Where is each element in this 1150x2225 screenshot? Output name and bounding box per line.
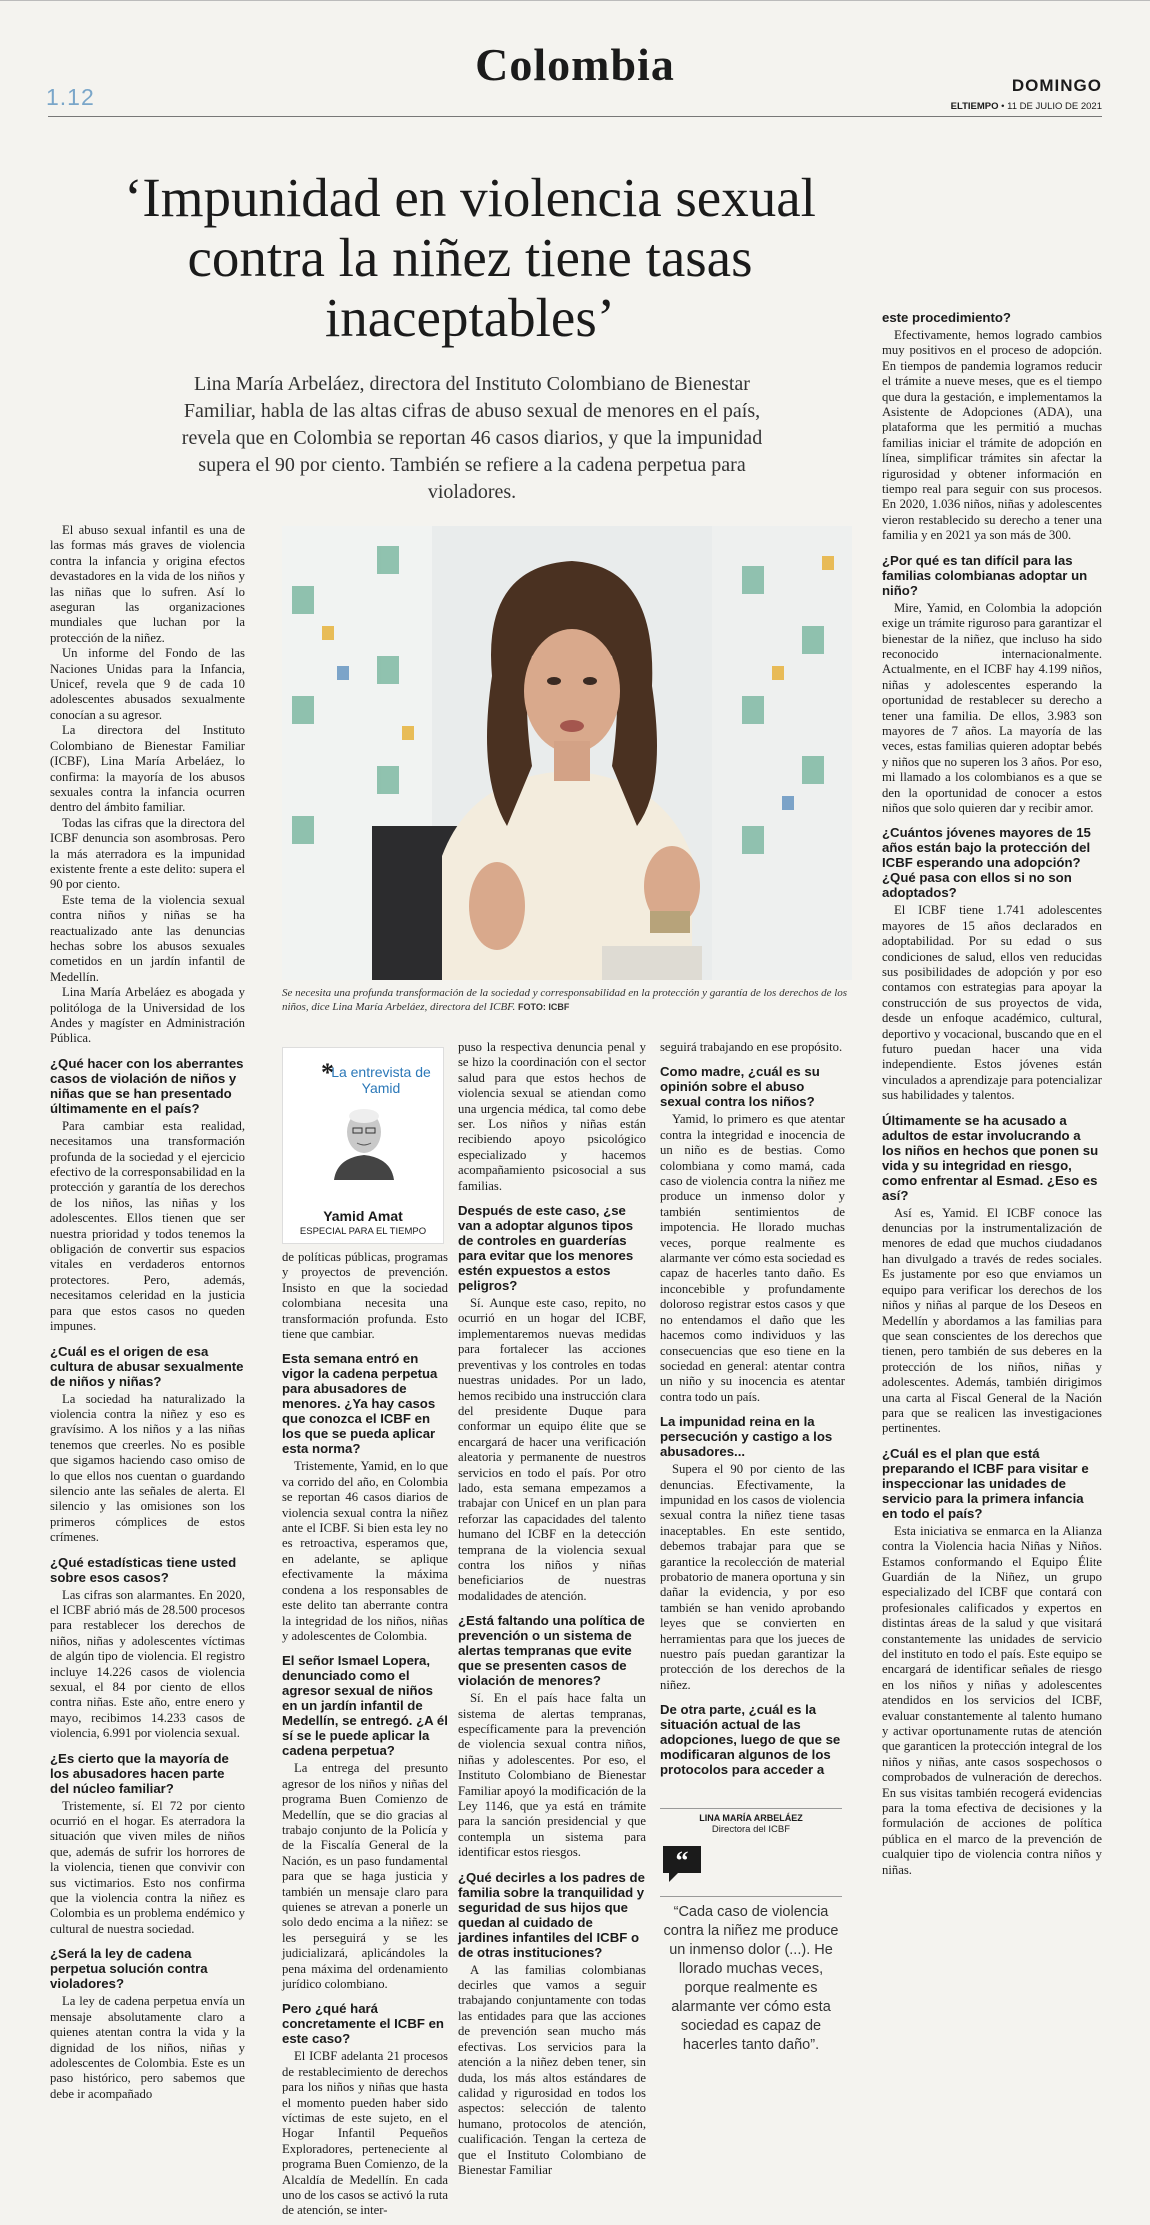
column-4 [660, 1040, 845, 1780]
answer-continued: seguirá trabajando en ese propósito. [660, 1040, 843, 1054]
quote-role: Directora del ICBF [711, 1824, 791, 1835]
question: ¿Está faltando una política de prevención o un sistema de alertas tempranas que evite que se presenten casos de violación de menores? [458, 1613, 645, 1689]
columnist-role: ESPECIAL PARA EL TIEMPO [299, 1226, 427, 1237]
question: ¿Cuántos jóvenes mayores de 15 años están bajo la protección del ICBF esperando una adopción? ¿Qué pasa con ellos si no son adoptados? [882, 825, 1091, 901]
dateline [951, 101, 1102, 112]
section-title: Colombia [475, 39, 675, 90]
answer: Sí. En el país hace falta un sistema de alertas tempranas, específicamente para la prevención de violencia sexual contra niños, niñas y adolescentes. Por eso, el Instituto Colombiano de Bienestar Familiar apoyó la modificación de la Ley 1146, que ya está en trámite para la sanción presidencial y que contempla un sistema para identificar estos riesgos. [458, 1691, 646, 1860]
question: Como madre, ¿cuál es su opinión sobre el abuso sexual contra los niños? [660, 1064, 820, 1110]
paragraph: Este tema de la violencia sexual contra niños y niñas se ha reactualizado ante las denuncias hechas sobre los abusos sexuales cometidos en un jardín infantil de Medellín. [50, 892, 245, 984]
deck: Lina María Arbeláez, directora del Instituto Colombiano de Bienestar Familiar, habla de las altas cifras de abuso sexual de menores en el país, revela que en Colombia se reportan 46 casos diarios, y que la impunidad supera el 90 por ciento. También se refiere a la cadena perpetua para violadores. [181, 373, 763, 503]
photo-credit: FOTO: ICBF [517, 1002, 570, 1012]
question: Últimamente se ha acusado a adultos de estar involucrando a los niños en hechos que ponen su vida y su integridad en riesgo, como enfrentar al Esmad. ¿Eso es así? [882, 1112, 1099, 1203]
answer: Yamid, lo primero es que atentar contra la integridad e inocencia de un niño es de bestias. Como colombiana y como mamá, cada caso de violencia contra la niñez me produce un inmenso dolor y también sentimientos de impotencia. He llorado muchas veces, porque realmente es alarmante ver cómo esta sociedad es capaz de hacerles tanto daño. Es inconcebible y profundamente doloroso registrar estos casos y que no entendamos el daño que les hacemos como individuos y las consecuencias que eso tiene en la sociedad en general: atentar contra un niño y su inocencia es atentar contra todo un país. [660, 1112, 845, 1404]
svg-text:“: “ [675, 1846, 689, 1875]
answer: La ley de cadena perpetua envía un mensaje absolutamente claro a quienes atentan contra la vida y la dignidad de los niños, niñas y adolescentes de Colombia. Este es un paso histórico, pero sabemos que debe ir acompañado [50, 1994, 245, 2101]
paragraph: Todas las cifras que la directora del ICBF denuncia son asombrosas. Pero la más aterradora es la impunidad existente frente a este delito: supera el 90 por ciento. [50, 815, 245, 892]
column-3 [458, 1040, 646, 2178]
columnist-portrait [329, 1100, 399, 1180]
answer: Mire, Yamid, en Colombia la adopción exige un trámite riguroso para garantizar el bienestar de la niñez, que incluso ha sido reconocido internacionalmente. Actualmente, en el ICBF hay 4.199 niños, niñas y adolescentes esperando la oportunidad de restablecer su derecho a tener una familia. De ellos, 3.983 son mayores de 7 años. La mayoría de las veces, estas familias quieren adoptar bebés y niños que no superen los 3 años. Por eso, mi llamado a los colombianos es a que se den la oportunidad de conocer a estos niños que solo quieren dar y recibir amor. [882, 600, 1102, 815]
quote-mark-icon [660, 1843, 704, 1885]
date-label: • 11 DE JULIO DE 2021 [1001, 101, 1102, 112]
answer: Tristemente, sí. El 72 por ciento ocurrió en el hogar. Es aterradora la situación que viven miles de niños que, además de sufrir los horrores de la violencia, tienen que convivir con sus victimarios. Esto nos confirma que la violencia contra la niñez es Colombia es un problema endémico y cultural de nuestra sociedad. [50, 1798, 245, 1936]
quote-name: LINA MARÍA ARBELÁEZ [660, 1808, 842, 1823]
question: ¿Es cierto que la mayoría de los abusadores hacen parte del núcleo familiar? [50, 1750, 229, 1796]
answer: Las cifras son alarmantes. En 2020, el ICBF abrió más de 28.500 procesos para restablecer los derechos de niños, niñas y adolescentes víctimas de algún tipo de violencia. El registro incluye 14.226 casos de violencia sexual, el 84 por ciento de ellos contra niñas. Este año, entre enero y mayo, recibimos 14.233 casos de violencia, 6.991 por violencia sexual. [50, 1587, 245, 1741]
columnist-box-title: La entrevista de Yamid [331, 1064, 431, 1096]
pull-quote-box [660, 1808, 842, 2148]
answer: El ICBF tiene 1.741 adolescentes mayores de 15 años declarados en adoptabilidad. Por su edad o sus condiciones de salud, ellos ven reducidas sus posibilidades de adopción y por eso contamos con estrategias para apoyar la construcción de sus proyectos de vida, desde un enfoque académico, cultural, deportivo y vocacional, buscando que en el futuro puedan hacer una vida independiente. Estos jóvenes están vinculados a aprendizaje para potencializar sus habilidades y talentos. [882, 903, 1102, 1103]
star-icon: * [321, 1058, 334, 1087]
answer-continued: puso la respectiva denuncia penal y se hizo la coordinación con el sector salud para que estos hechos de violencia sexual se atiendan como una urgencia médica, tal como debe ser. Los niños y niñas están recibiendo apoyo psicológico especializado y hacemos acompañamiento psicosocial a sus familias. [458, 1040, 646, 1193]
page-number: 1.12 [46, 84, 95, 110]
question-continued: este procedimiento? [882, 310, 1011, 325]
question: Esta semana entró en vigor la cadena perpetua para abusadores de menores. ¿Ya hay casos que conozca el ICBF en los que se pueda aplicar esta norma? [282, 1351, 438, 1457]
question: Después de este caso, ¿se van a adoptar algunos tipos de controles en guarderías para evitar que los menores estén expuestos a estos peligros? [458, 1203, 634, 1294]
paragraph: Lina María Arbeláez es abogada y politóloga de la Universidad de los Andes y magíster en Administración Pública. [50, 985, 245, 1046]
header-rule [48, 116, 1102, 117]
answer: El ICBF adelanta 21 procesos de restablecimiento de derechos para los niños y niñas que hasta el momento pueden haber sido víctimas de este sujeto, en el Hogar Infantil Pequeños Exploradores, perteneciente al programa Buen Comienzo, de la Alcaldía de Medellín. En cada uno de los casos se activó la ruta de atención, se inter- [282, 2049, 448, 2218]
answer: Así es, Yamid. El ICBF conoce las denuncias por la instrumentalización de menores de edad que muchos ciudadanos han divulgado a través de redes sociales. Es justamente por eso que enviamos un equipo para verificar los derechos de los niños y niñas al parque de los Deseos en Medellín y abordamos a las familias para que sean conscientes de los derechos que tienen, pero también de sus deberes en la protección de los niños, niñas y adolescentes. Además, también dirigimos una carta al Fiscal General de la Nación para que se realicen las investigaciones pertinentes. [882, 1205, 1102, 1436]
question: ¿Qué hacer con los aberrantes casos de violación de niños y niñas que se han presentado últimamente en el país? [50, 1055, 244, 1116]
paragraph: Un informe del Fondo de las Naciones Unidas para la Infancia, Unicef, revela que 9 de cada 10 adolescentes abusados sexualmente conocían a su agresor. [50, 646, 245, 722]
headline: ‘Impunidad en violencia sexual contra la niñez tiene tasas inaceptables’ [124, 167, 816, 348]
day-label: DOMINGO [1011, 76, 1102, 95]
answer: Sí. Aunque este caso, repito, no ocurrió en un hogar del ICBF, implementaremos nuevas medidas para fortalecer las acciones preventivas y los controles en todas nuestras unidades. Por un lado, hemos recibido una instrucción clara del presidente Duque para conformar un equipo élite que se encargará de hacer una verificación aleatoria y permanente de nuestros servicios en todo el país. Por otro lado, esta semana empezamos a trabajar con Unicef en un plan para reforzar las capacidades del talento humano del ICBF en la detección temprana de la violencia sexual contra los niños y niñas beneficiarios de nuestras modalidades de atención. [458, 1296, 646, 1603]
answer: Esta iniciativa se enmarca en la Alianza contra la Violencia hacia Niñas y Niños. Estamos conformando el Equipo Élite Guardián de la Niñez, un grupo especializado del ICBF que contará con profesionales calificados y expertos en distintas áreas de la salud y que visitará constantemente las unidades de servicio del instituto en todo el país. Este equipo se encargará de identificar señales de riesgo en los niños y niñas y adolescentes atendidos en los servicios del ICBF, evaluar constantemente al talento humano y activar oportunamente rutas de atención que garanticen la protección integral de los niños y niñas, ante casos sospechosos o comprobados de vulneración de derechos. En sus visitas también recogerá evidencias para la toma efectiva de decisiones y la formulación de acciones de política pública en el marco de la prevención de cualquier tipo de violencia contra niños y niñas. [882, 1523, 1102, 1877]
paragraph: La directora del Instituto Colombiano de Bienestar Familiar (ICBF), Lina María Arbeláez, lo confirma: la mayoría de los abusos sexuales contra la infancia ocurren dentro del ámbito familiar. [50, 723, 245, 815]
answer: Tristemente, Yamid, en lo que va corrido del año, en Colombia se reportan 46 casos diarios de violencia sexual contra la niñez ante el ICBF. Si bien esta ley no es retroactiva, esperamos que, en adelante, se aplique efectivamente la máxima condena a los responsables de este delito tan aberrante contra la integridad de los niños, niñas y adolescentes de Colombia. [282, 1459, 448, 1643]
question: ¿Qué decirles a los padres de familia sobre la tranquilidad y seguridad de sus hijos que quedan al cuidado de jardines infantiles del ICBF o de otras instituciones? [458, 1869, 645, 1960]
question: ¿Cuál es el origen de esa cultura de abusar sexualmente de niños y niñas? [50, 1343, 244, 1389]
answer-continued: de políticas públicas, programas y proyectos de prevención. Insisto en que la sociedad colombiana necesita una transformación profunda. Esto tiene que cambiar. [282, 1250, 448, 1342]
question: Pero ¿qué hará concretamente el ICBF en este caso? [282, 2001, 444, 2047]
answer: Efectivamente, hemos logrado cambios muy positivos en el proceso de adopción. En tiempos de pandemia logramos reducir el trámite a nueve meses, que es el tiempo que dura la gestación, e implementamos la Asistente de Adopciones (ADA), una plataforma que les permitió a muchas familias iniciar el trámite de adopción en línea, simplificar trámites sin afectar la rigurosidad y obtener información en tiempo real para seguir con sus procesos. En 2020, 1.036 niños, niñas y adolescentes vieron restablecido su derecho a tener una familia y en 2021 ya son más de 300. [882, 328, 1102, 543]
question: ¿Por qué es tan difícil para las familias colombianas adoptar un niño? [882, 552, 1088, 598]
paper-name: ELTIEMPO [950, 101, 999, 112]
question: ¿Será la ley de cadena perpetua solución contra violadores? [50, 1946, 208, 1992]
column-1 [50, 523, 245, 2102]
column-5 [882, 310, 1102, 1878]
question: La impunidad reina en la persecución y castigo a los abusadores... [660, 1414, 833, 1460]
question: ¿Cuál es el plan que está preparando el ICBF para visitar e inspeccionar las unidades de servicio para la primera infancia en todo el país? [882, 1445, 1089, 1521]
paragraph: El abuso sexual infantil es una de las formas más graves de violencia contra la infancia y origina efectos devastadores en la vida de los niños y las niñas que lo sufren. Así lo aseguran las organizaciones mundiales que luchan por la protección de la niñez. [50, 523, 245, 645]
question: De otra parte, ¿cuál es la situación actual de las adopciones, luego de que se modificaran algunos de los protocolos para acceder a [660, 1702, 841, 1778]
columnist-name: Yamid Amat [323, 1208, 403, 1224]
answer: A las familias colombianas decirles que vamos a seguir trabajando conjuntamente con todas las entidades para que las acciones de prevención sean mucho más efectivas. Los servicios para la atención a la niñez deben tener, sin duda, los más altos estándares de calidad y rigurosidad en todos los aspectos: selección de talento humano, protocolos de atención, cualificación. Tengan la certeza de que el Instituto Colombiano de Bienestar Familiar [458, 1962, 646, 2177]
question: El señor Ismael Lopera, denunciado como el agresor sexual de niños en un jardín infantil de Medellín, se entregó. ¿A él sí se le puede aplicar la cadena perpetua? [282, 1653, 448, 1759]
photo-illustration [282, 526, 852, 980]
photo-caption [282, 986, 852, 1014]
answer: Supera el 90 por ciento de las denuncias. Efectivamente, la impunidad en los casos de violencia sexual contra la niñez tiene tasas inaceptables. En este sentido, debemos trabajar para que se garantice la recolección de material probatorio de manera oportuna y sin dañar la evidencia, y por eso también se han venido aprobando leyes que se convierten en herramientas para que los jueces de nuestro país puedan garantizar la protección de los derechos de la niñez. [660, 1462, 845, 1692]
caption-text: Se necesita una profunda transformación de la sociedad y corresponsabilidad en la protección y garantía de los derechos de los niños, dice Lina María Arbeláez, directora del ICBF. [282, 987, 848, 1013]
footer-rule [0, 0, 1150, 1]
question: ¿Qué estadísticas tiene usted sobre esos casos? [50, 1554, 237, 1585]
column-2 [282, 1250, 448, 2219]
answer: La entrega del presunto agresor de los niños y niñas del programa Buen Comienzo de Medellín, que se dio gracias al trabajo conjunto de la Policía y de la Fiscalía General de la Nación, es un paso fundamental para que se haga justicia y también un mensaje claro para quienes se atrevan a ponerle un solo dedo encima a la niñez: se les perseguirá y se les judicializará, aplicándoles la pena máxima del ordenamiento jurídico colombiano. [282, 1761, 448, 1991]
columnist-box [282, 1047, 444, 1244]
answer: Para cambiar esta realidad, necesitamos una transformación profunda de la sociedad y el ejercicio efectivo de la corresponsabilidad en la protección y garantía de los derechos de los niños, las niñas y los adolescentes. Ellos tienen que ser nuestra prioridad y todos tenemos la obligación de convertir sus espacios vitales en verdaderos entornos protectores. Pero, además, necesitamos celeridad en la justicia para que estos casos no queden impunes. [50, 1118, 245, 1334]
answer: La sociedad ha naturalizado la violencia contra la niñez y eso es gravísimo. A los niños y a las niñas tenemos que creerles. No es posible que sigamos haciendo caso omiso de lo que ellos nos cuentan o guardando silencio ante las señales de alerta. El silencio y las omisiones son los primeros cómplices de estos crímenes. [50, 1391, 245, 1545]
pull-quote-text: “Cada caso de violencia contra la niñez me produce un inmenso dolor (...). He llorado muchas veces, porque realmente es alarmante ver cómo esta sociedad es capaz de hacerles tanto daño”. [660, 1896, 842, 2055]
portrait-photo [282, 526, 852, 980]
